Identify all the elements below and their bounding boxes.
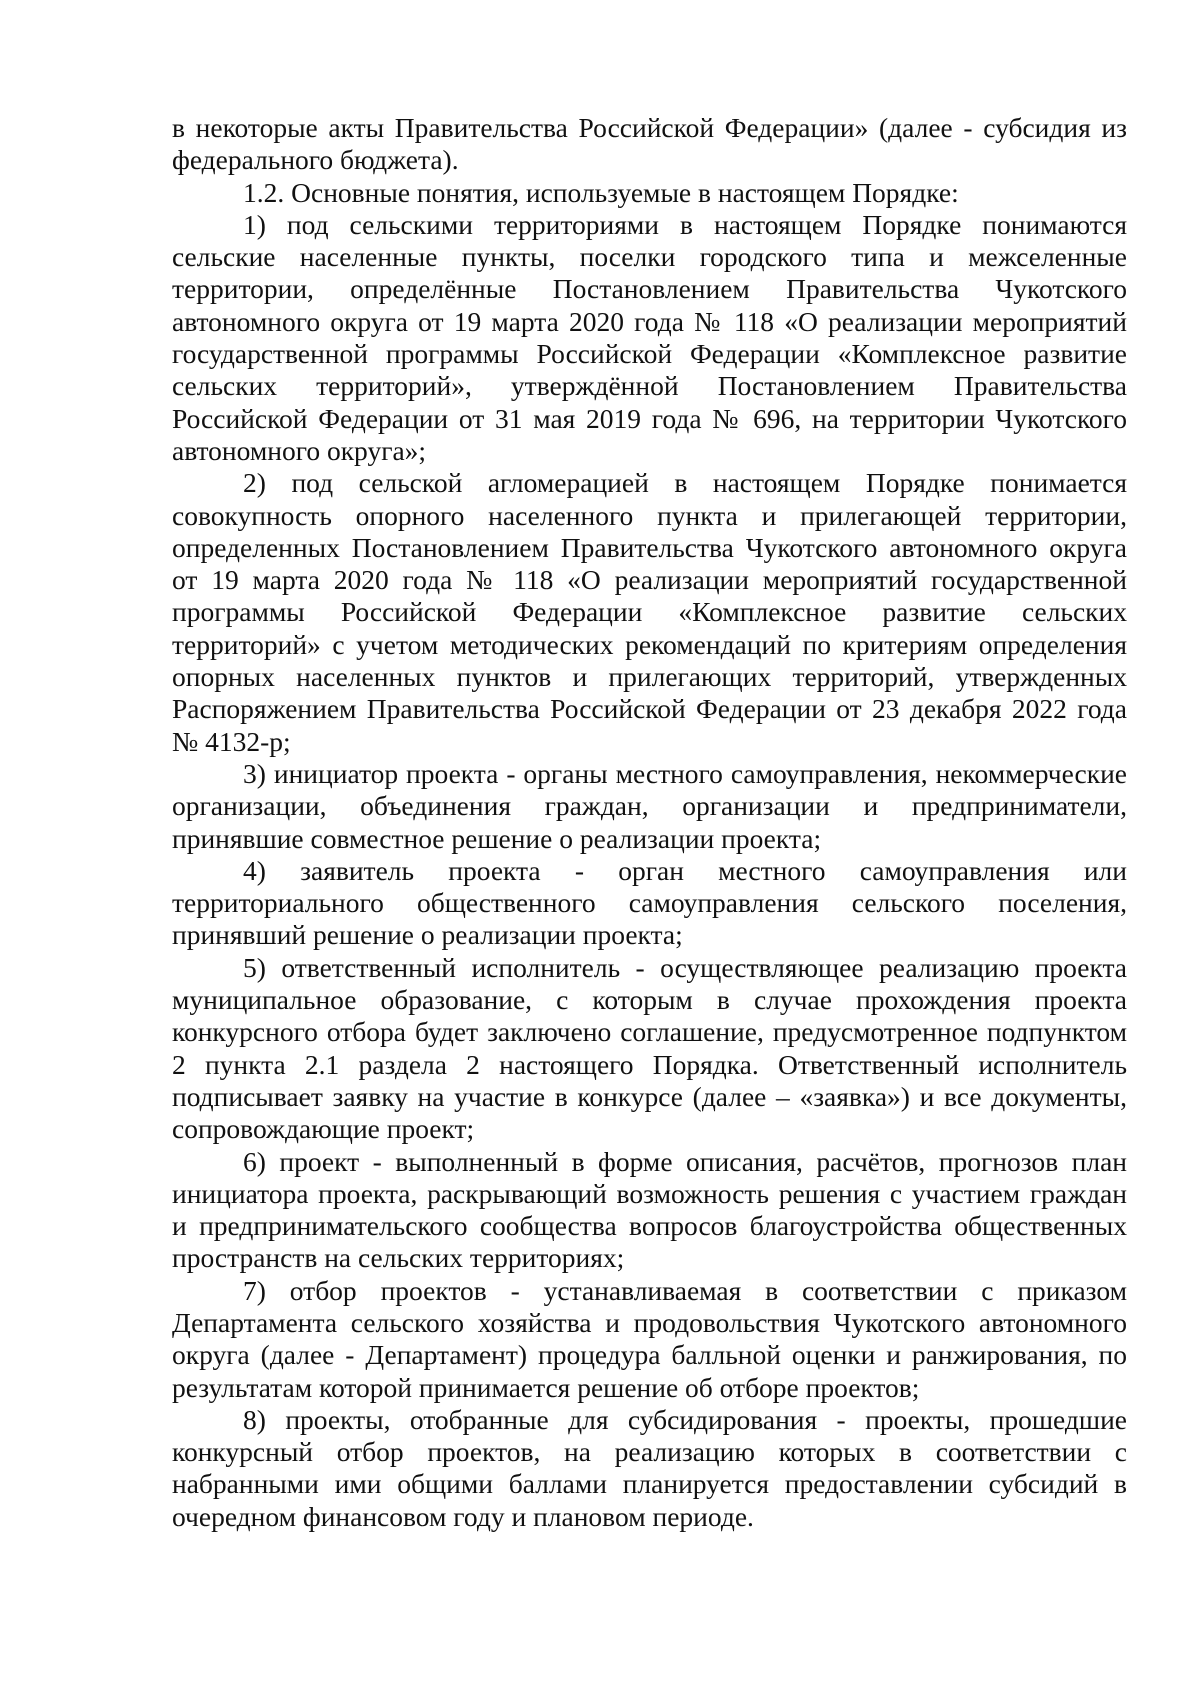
paragraph-continuation: в некоторые акты Правительства Российской Федерации» (далее - субсидия из федерального бюджета).: [172, 112, 1127, 176]
paragraph-item-6: 6) проект - выполненный в форме описания, расчётов, прогнозов план инициатора проекта, раскрывающий возможность решения с участием граждан и предпринимательского сообщества вопросов благоустройства общественных пространств на сельских территориях;: [172, 1145, 1127, 1274]
paragraph-item-3: 3) инициатор проекта - органы местного самоуправления, некоммерческие организации, объединения граждан, организации и предприниматели, принявшие совместное решение о реализации проекта;: [172, 757, 1127, 854]
paragraph-item-2: 2) под сельской агломерацией в настоящем Порядке понимается совокупность опорного населенного пункта и прилегающей территории, определенных Постановлением Правительства Чукотского автономного округа от 19 марта 2020 года № 118 «О реализации мероприятий государственной программы Российской Федерации «Комплексное развитие сельских территорий» с учетом методических рекомендаций по критериям определения опорных населенных пунктов и прилегающих территорий, утвержденных Распоряжением Правительства Российской Федерации от 23 декабря 2022 года № 4132-р;: [172, 467, 1127, 757]
paragraph-item-1: 1) под сельскими территориями в настоящем Порядке понимаются сельские населенные пункты, поселки городского типа и межселенные территории, определённые Постановлением Правительства Чукотского автономного округа от 19 марта 2020 года № 118 «О реализации мероприятий государственной программы Российской Федерации «Комплексное развитие сельских территорий», утверждённой Постановлением Правительства Российской Федерации от 31 мая 2019 года № 696, на территории Чукотского автономного округа»;: [172, 208, 1127, 466]
paragraph-item-5: 5) ответственный исполнитель - осуществляющее реализацию проекта муниципальное образование, с которым в случае прохождения проекта конкурсного отбора будет заключено соглашение, предусмотренное подпунктом 2 пункта 2.1 раздела 2 настоящего Порядка. Ответственный исполнитель подписывает заявку на участие в конкурсе (далее – «заявка») и все документы, сопровождающие проект;: [172, 951, 1127, 1145]
paragraph-item-4: 4) заявитель проекта - орган местного самоуправления или территориального общественного самоуправления сельского поселения, принявший решение о реализации проекта;: [172, 854, 1127, 951]
paragraph-item-7: 7) отбор проектов - устанавливаемая в соответствии с приказом Департамента сельского хозяйства и продовольствия Чукотского автономного округа (далее - Департамент) процедура балльной оценки и ранжирования, по результатам которой принимается решение об отборе проектов;: [172, 1274, 1127, 1403]
document-page: [172, 112, 1127, 1533]
paragraph-section-1-2: 1.2. Основные понятия, используемые в настоящем Порядке:: [243, 176, 959, 208]
paragraph-item-8: 8) проекты, отобранные для субсидирования - проекты, прошедшие конкурсный отбор проектов, на реализацию которых в соответствии с набранными ими общими баллами планируется предоставлении субсидий в очередном финансовом году и плановом периоде.: [172, 1403, 1127, 1532]
